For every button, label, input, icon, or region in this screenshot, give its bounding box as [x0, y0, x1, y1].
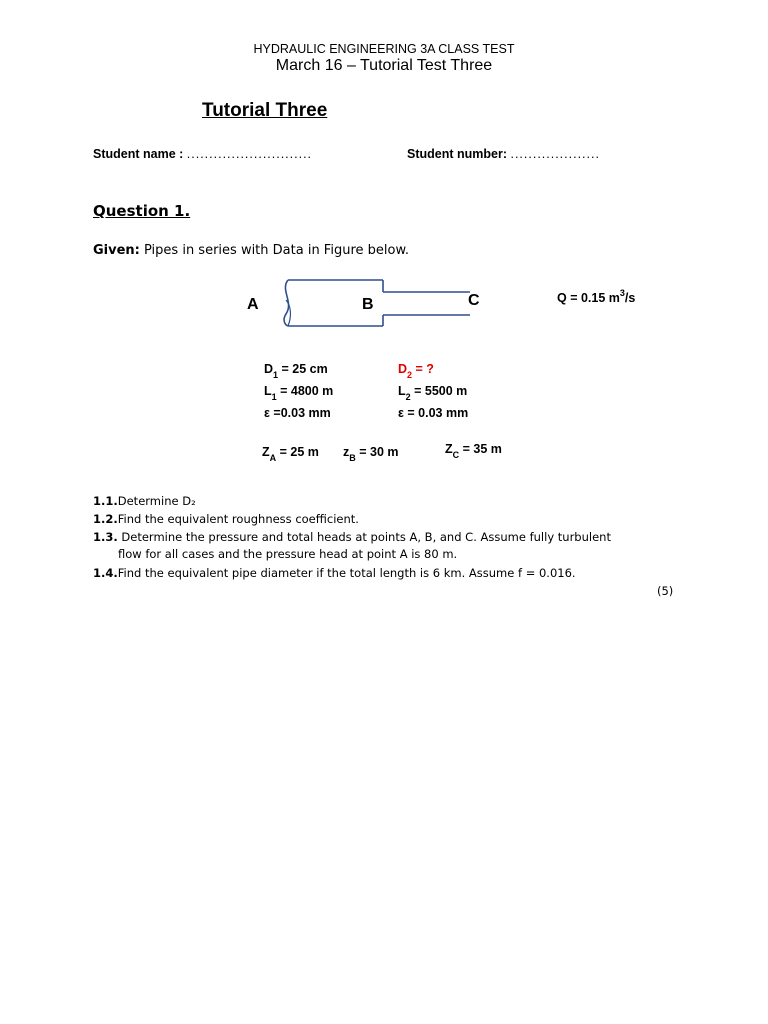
- pipe-2-diameter: $D_2$ = ?: [398, 362, 434, 380]
- header-test-title: March 16 – Tutorial Test Three: [275, 57, 493, 74]
- header-course: HYDRAULIC ENGINEERING 3A CLASS TEST: [253, 42, 515, 56]
- point-a-label: A: [247, 296, 259, 313]
- question-item-1-3-continued: flow for all cases and the pressure head at point A is 80 m.: [118, 547, 458, 561]
- flow-rate: Q = 0.15 $m^3/s$: [557, 288, 636, 305]
- student-number-label: Student number:: [407, 147, 507, 161]
- given-label: Given:: [93, 243, 140, 258]
- student-number-blank: ....................: [510, 147, 600, 161]
- question-title: Question 1.: [93, 202, 191, 220]
- pipe-2-length: $L_2 = 5500$ m: [398, 384, 468, 402]
- pipe-1-length: $L_1 = 4800$ m: [264, 384, 334, 402]
- tutorial-title: Tutorial Three: [202, 100, 328, 121]
- given-text: Pipes in series with Data in Figure below.: [139, 243, 410, 258]
- question-item-1-1: 1.1.Determine D₂: [93, 494, 196, 508]
- question-item-1-3: 1.3. Determine the pressure and total heads at points A, B, and C. Assume fully turbulent: [93, 530, 611, 544]
- elevation-a: $Z_A = 25$ m: [262, 445, 319, 463]
- elevation-c: $Z_C = 35$ m: [445, 442, 502, 460]
- elevation-b: $z_B = 30$ m: [343, 445, 399, 463]
- pipe-2-roughness: ε = 0.03 mm: [398, 406, 469, 420]
- student-name-blank: ............................: [186, 147, 313, 161]
- question-item-1-4: 1.4.Find the equivalent pipe diameter if the total length is 6 km. Assume f = 0.016.: [93, 566, 576, 580]
- point-b-label: B: [362, 296, 374, 313]
- point-c-label: C: [468, 292, 480, 309]
- marks-allocation: (5): [657, 584, 674, 598]
- pipe-1-roughness: ε =0.03 mm: [264, 406, 331, 420]
- student-name-label: Student name :: [93, 147, 184, 161]
- question-item-1-2: 1.2.Find the equivalent roughness coefficient.: [93, 512, 359, 526]
- pipe-1-diameter: $D_1 = 25$ cm: [264, 362, 328, 380]
